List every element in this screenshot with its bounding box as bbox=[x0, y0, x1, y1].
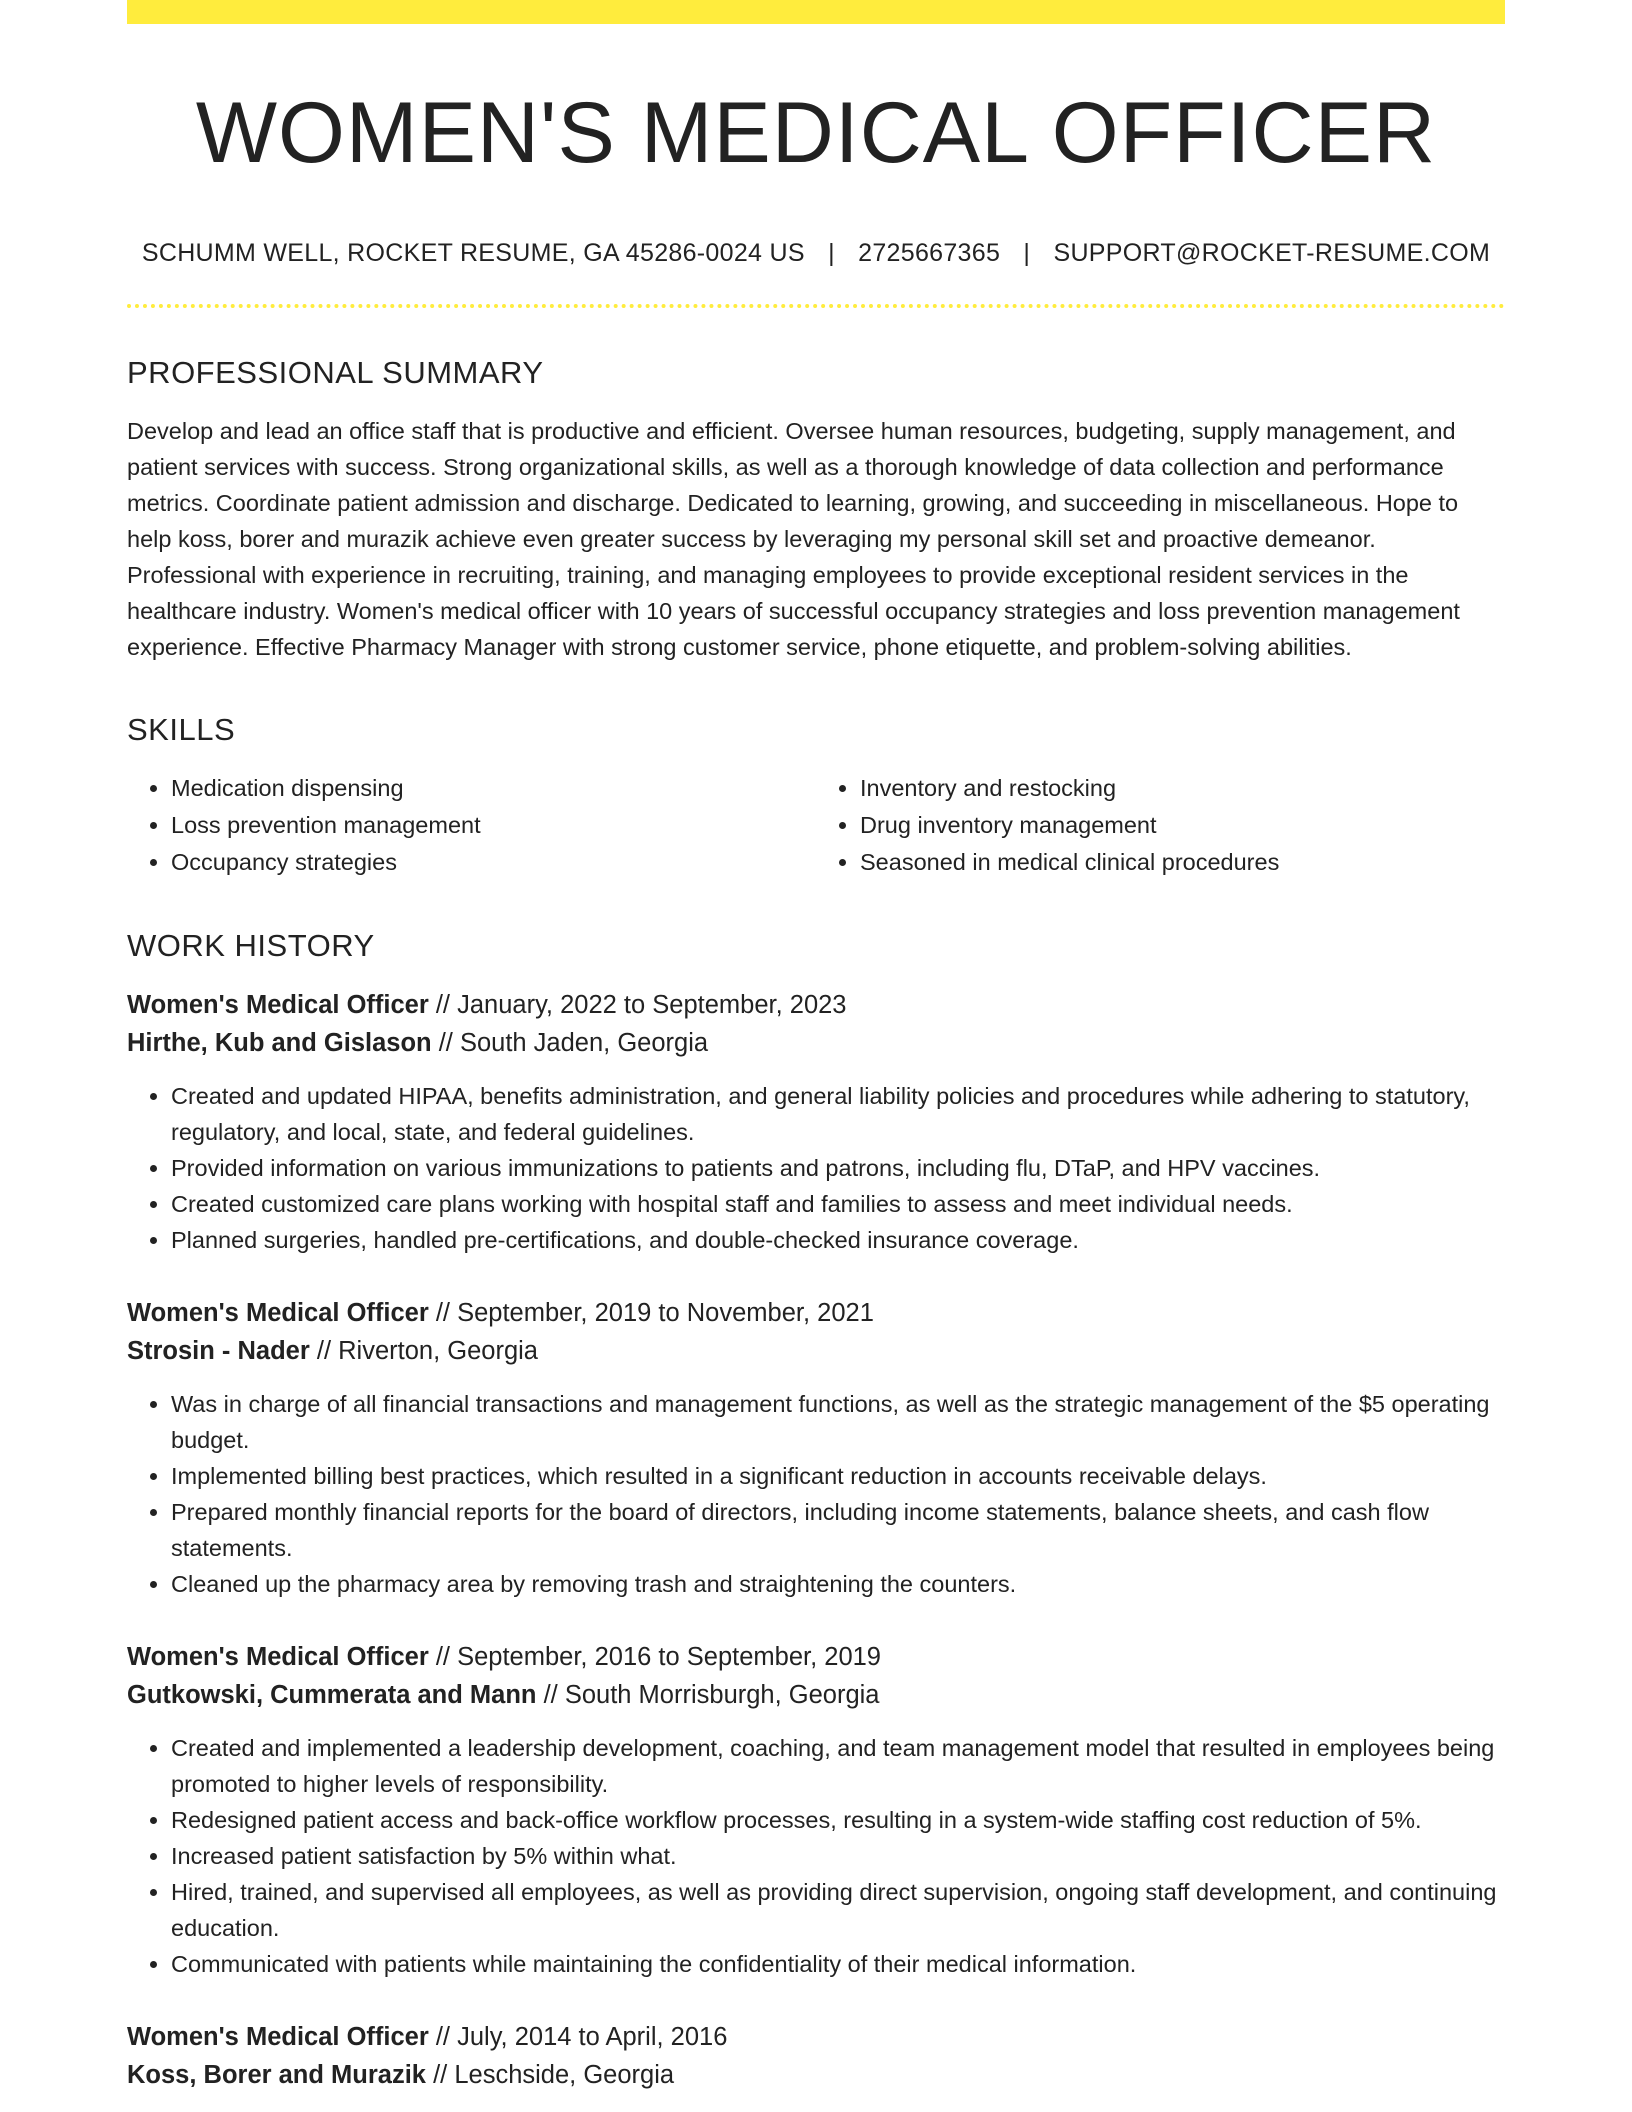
job-bullet: • Planned surgeries, handled pre-certifications, and double-checked insurance coverage. bbox=[171, 1222, 1505, 1258]
resume-page bbox=[127, 0, 1505, 2094]
job-company-line bbox=[127, 1024, 1505, 1062]
job-title: Women's Medical Officer bbox=[127, 1299, 429, 1328]
job-title: Women's Medical Officer bbox=[127, 1643, 429, 1672]
work-history-heading: WORK HISTORY bbox=[127, 927, 375, 963]
job-title: Women's Medical Officer bbox=[127, 2023, 429, 2052]
job-bullet: • Was in charge of all financial transactions and management functions, as well as the strategic management of the $5 operating budget. bbox=[171, 1386, 1505, 1458]
job-company-line bbox=[127, 2056, 1505, 2094]
skills-column-right bbox=[816, 770, 1505, 881]
job-title-line bbox=[127, 1638, 1505, 1676]
job-dates: // July, 2014 to April, 2016 bbox=[428, 2023, 728, 2052]
summary-text: Develop and lead an office staff that is productive and efficient. Oversee human resources, budgeting, supply management, and patient services with success. Strong organizational skills, as well as a thorough knowledge of data collection and performance metrics. Coordinate patient admission and discharge. Dedicated to learning, growing, and succeeding in miscellaneous. Hope to help koss, borer and murazik achieve even greater success by leveraging my personal skill set and proactive demeanor. Professional with experience in recruiting, training, and managing employees to provide exceptional resident services in the healthcare industry. Women's medical officer with 10 years of successful occupancy strategies and loss prevention management experience. Effective Pharmacy Manager with strong customer service, phone etiquette, and problem-solving abilities. bbox=[127, 417, 1460, 660]
job-entry bbox=[127, 1294, 1505, 1602]
skill-item: • Occupancy strategies bbox=[171, 844, 816, 881]
job-bullets bbox=[127, 1078, 1505, 1258]
job-location: // Leschside, Georgia bbox=[426, 2061, 675, 2090]
job-title-line bbox=[127, 1294, 1505, 1332]
job-bullets bbox=[127, 1730, 1505, 1982]
job-company-line bbox=[127, 1332, 1505, 1370]
skill-item: • Drug inventory management bbox=[860, 807, 1505, 844]
skills-column-left bbox=[127, 770, 816, 881]
job-bullet: • Prepared monthly financial reports for the board of directors, including income statements, balance sheets, and cash flow statements. bbox=[171, 1494, 1505, 1566]
contact-email: SUPPORT@ROCKET-RESUME.COM bbox=[1053, 238, 1491, 267]
contact-phone: 2725667365 bbox=[858, 238, 1001, 267]
resume-name-title: WOMEN'S MEDICAL OFFICER bbox=[195, 85, 1437, 181]
job-company-line bbox=[127, 1676, 1505, 1714]
job-bullet: • Created customized care plans working with hospital staff and families to assess and meet individual needs. bbox=[171, 1186, 1505, 1222]
job-location: // Riverton, Georgia bbox=[309, 1337, 538, 1366]
summary-heading: PROFESSIONAL SUMMARY bbox=[127, 354, 544, 390]
skills-list bbox=[127, 770, 1505, 881]
skills-heading: SKILLS bbox=[127, 711, 236, 747]
job-entry bbox=[127, 2018, 1505, 2094]
contact-address: SCHUMM WELL, ROCKET RESUME, GA 45286-0024 US bbox=[141, 238, 805, 267]
job-bullet: • Hired, trained, and supervised all employees, as well as providing direct supervision, ongoing staff development, and continuing education. bbox=[171, 1874, 1505, 1946]
job-bullet: • Implemented billing best practices, which resulted in a significant reduction in accounts receivable delays. bbox=[171, 1458, 1505, 1494]
contact-separator: | bbox=[1023, 238, 1031, 267]
dotted-divider bbox=[127, 304, 1505, 308]
job-entry bbox=[127, 1638, 1505, 1982]
job-company: Gutkowski, Cummerata and Mann bbox=[127, 1681, 537, 1710]
job-bullet: • Provided information on various immunizations to patients and patrons, including flu, DTaP, and HPV vaccines. bbox=[171, 1150, 1505, 1186]
job-dates: // September, 2019 to November, 2021 bbox=[428, 1299, 874, 1328]
job-location: // South Morrisburgh, Georgia bbox=[536, 1681, 880, 1710]
job-dates: // September, 2016 to September, 2019 bbox=[428, 1643, 881, 1672]
job-entry bbox=[127, 986, 1505, 1258]
job-bullet: • Created and implemented a leadership development, coaching, and team management model that resulted in employees being promoted to higher levels of responsibility. bbox=[171, 1730, 1505, 1802]
job-bullet: • Increased patient satisfaction by 5% within what. bbox=[171, 1838, 1505, 1874]
job-bullet: • Communicated with patients while maintaining the confidentiality of their medical information. bbox=[171, 1946, 1505, 1982]
contact-line bbox=[127, 239, 1505, 268]
job-company: Strosin - Nader bbox=[127, 1337, 310, 1366]
job-bullet: • Cleaned up the pharmacy area by removing trash and straightening the counters. bbox=[171, 1566, 1505, 1602]
contact-separator: | bbox=[828, 238, 835, 267]
top-accent-bar bbox=[127, 0, 1505, 24]
job-title: Women's Medical Officer bbox=[127, 991, 429, 1020]
job-dates: // January, 2022 to September, 2023 bbox=[428, 991, 847, 1020]
job-bullet: • Redesigned patient access and back-office workflow processes, resulting in a system-wide staffing cost reduction of 5%. bbox=[171, 1802, 1505, 1838]
job-bullets bbox=[127, 1386, 1505, 1602]
job-company: Hirthe, Kub and Gislason bbox=[127, 1029, 432, 1058]
job-location: // South Jaden, Georgia bbox=[431, 1029, 709, 1058]
skill-item: • Loss prevention management bbox=[171, 807, 816, 844]
skill-item: • Inventory and restocking bbox=[860, 770, 1505, 807]
job-company: Koss, Borer and Murazik bbox=[127, 2061, 426, 2090]
skill-item: • Medication dispensing bbox=[171, 770, 816, 807]
skill-item: • Seasoned in medical clinical procedures bbox=[860, 844, 1505, 881]
job-title-line bbox=[127, 986, 1505, 1024]
job-bullet: • Created and updated HIPAA, benefits administration, and general liability policies and procedures while adhering to statutory, regulatory, and local, state, and federal guidelines. bbox=[171, 1078, 1505, 1150]
job-title-line bbox=[127, 2018, 1505, 2056]
